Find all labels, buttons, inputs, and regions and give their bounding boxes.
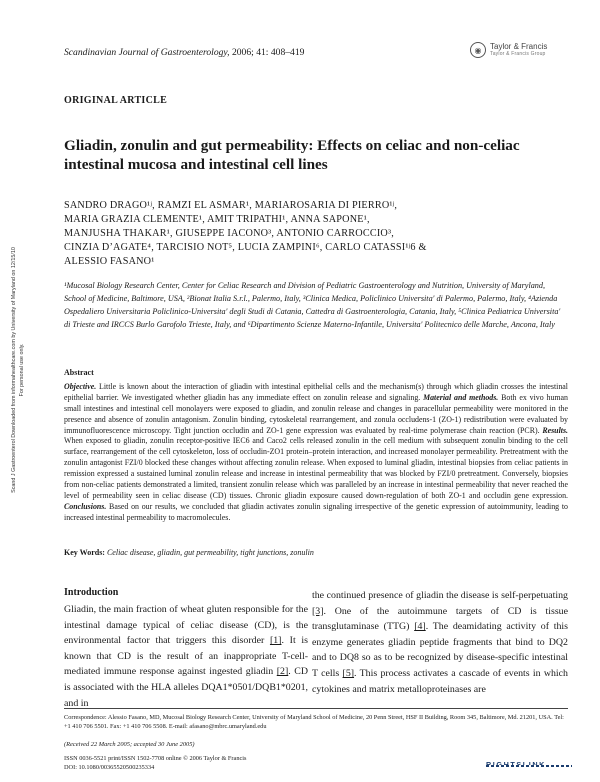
keywords-value: Celiac disease, gliadin, gut permeability, tight junctions, zonulin: [104, 548, 314, 557]
running-header: [64, 47, 304, 58]
introduction-heading: Introduction: [64, 587, 119, 598]
citation-link[interactable]: [2]: [276, 666, 289, 678]
paragraph-text: the continued presence of gliadin the disease is self-perpetuating: [312, 590, 568, 601]
received-dates: (Received 22 March 2005; accepted 30 June 2005): [64, 741, 195, 748]
paragraph-text: . It is known that CD is the result of an inappropriate T-cell-mediated immune response against ingested gliadin: [64, 635, 308, 678]
author-list: [64, 199, 544, 269]
author-line: SANDRO DRAGO¹ʲ, RAMZI EL ASMAR¹, MARIAROSARIA DI PIERRO¹ʲ,: [64, 200, 398, 211]
issn-line: ISSN 0036-5521 print/ISSN 1502-7708 online © 2006 Taylor & Francis: [64, 755, 247, 762]
citation-link[interactable]: [4]: [414, 621, 426, 633]
keywords-label: Key Words:: [64, 548, 105, 557]
journal-volume: 2006; 41: 408–419: [229, 47, 305, 58]
objective-label: Objective.: [64, 381, 97, 391]
article-type: ORIGINAL ARTICLE: [64, 95, 168, 106]
abstract-body: [64, 382, 568, 524]
abstract-heading: Abstract: [64, 368, 94, 377]
affiliations: ¹Mucosal Biology Research Center, Center for Celiac Research and Division of Pediatric Gastroenterology and Nutrition, University of Maryland, School of Medicine, Baltimore, USA, ²Bionat Italia S.r.l., Palermo, Italy, ³Clinica Medica, Policlinico Universita' di Palermo, Palermo, Italy, ⁴Azienda Ospedaliero Universitaria Policlinico-Universita' degli Studi di Catania, Cattedra di Gastroenterologia, Catania, Italy, ⁵Clinica Pediatrica Universita' di Trieste and IRCCS Burlo Garofolo Trieste, Italy, and ⁶Dipartimento Scienze Materno-Infantile, Universita' Politecnico delle Marche, Ancona, Italy: [64, 281, 561, 329]
personal-use-note: For personal use only.: [19, 343, 25, 397]
article-title: Gliadin, zonulin and gut permeability: Effects on celiac and non-celiac intestinal mucosa and intestinal cell lines: [64, 137, 520, 173]
download-watermark: [3, 210, 33, 530]
publisher-group: Taylor & Francis Group: [490, 51, 546, 57]
author-line: MARIA GRAZIA CLEMENTE¹, AMIT TRIPATHI¹, ANNA SAPONE¹,: [64, 214, 370, 225]
results-text: When exposed to gliadin, zonulin receptor-positive IEC6 and Caco2 cells released zonulin in the cell medium with subsequent zonulin binding to the cell surface, rearrangement of the cell cytoskeleton, loss of occludin-ZO1 protein–protein interaction, and increased monolayer permeability. Pretreatment with the zonulin antagonist FZI/0 blocked these changes without affecting zonulin release. When exposed to luminal gliadin, intestinal biopsies from celiac patients in remission expressed a sustained luminal zonulin release and increase in intestinal permeability that was blocked by FZI/0 pretreatment. Conversely, biopsies from non-celiac patients demonstrated a limited, transient zonulin release which was paralleled by an increase in intestinal permeability that never reached the level of permeability seen in celiac disease (CD) tissues. Chronic gliadin exposure caused down-regulation of both ZO-1 and occludin gene expression.: [64, 436, 568, 500]
author-line: CINZIA D’AGATE⁴, TARCISIO NOT⁵, LUCIA ZAMPINI⁶, CARLO CATASSI¹ʲ6 &: [64, 242, 427, 253]
introduction-right-column: [312, 588, 568, 697]
paragraph-text: . This process activates a cascade of events in which cytokines and matrix metalloproteinases are: [312, 667, 568, 695]
objective-text: Little is known about the interaction of gliadin with intestinal epithelial cells and the mechanism(s) through which gliadin crosses the intestinal epithelial barrier. We investigated whether gliadin has any immediate effect on zonulin release and signaling.: [64, 381, 568, 402]
paragraph-text: . The deamidating activity of this enzyme generates gliadin peptide fragments that bind to DQ2 and to DQ8 so as to be recognized by disease-specific intestinal T cells: [312, 621, 569, 679]
paragraph-text: Gliadin, the main fraction of wheat gluten responsible for the intestinal damage typical of celiac disease (CD), is the environmental factor that triggers this disorder: [64, 604, 308, 647]
citation-link[interactable]: [5]: [342, 667, 355, 679]
rightslink-underline: [486, 765, 572, 767]
footnote-divider: [64, 708, 568, 709]
rightslink-badge[interactable]: [486, 754, 572, 768]
results-label: Results.: [542, 425, 568, 435]
doi-line: DOI: 10.1080/00365520500235334: [64, 764, 155, 772]
conclusions-label: Conclusions.: [64, 501, 107, 511]
methods-label: Material and methods.: [423, 392, 499, 402]
author-line: ALESSIO FASANO¹: [64, 256, 155, 267]
issn-block: [64, 754, 246, 772]
paragraph-text: . CD is associated with the HLA alleles DQA1*0501/DQB1*0201, and in: [64, 666, 309, 709]
publisher-logo: [470, 40, 570, 60]
citation-link[interactable]: [1]: [269, 635, 282, 647]
abstract: [64, 368, 568, 524]
citation-link[interactable]: [3]: [312, 605, 324, 617]
introduction-left-column: [64, 602, 308, 711]
conclusions-text: Based on our results, we concluded that gliadin activates zonulin signaling irrespective of the genetic expression of autoimmunity, leading to increased intestinal permeability to macromolecules.: [64, 501, 568, 522]
journal-name: Scandinavian Journal of Gastroenterology,: [64, 47, 230, 58]
author-line: MANJUSHA THAKAR¹, GIUSEPPE IACONO³, ANTONIO CARROCCIO³,: [64, 228, 394, 239]
correspondence-note: Correspondence: Alessio Fasano, MD, Mucosal Biology Research Center, University of Maryland School of Medicine, 20 Penn Street, HSF II Building, Room 345, Baltimore, Md. 21201, USA. Tel: +1 410 706 5501. Fax: +1 410 706 5508. E-mail: afasano@mbrc.umaryland.edu: [64, 714, 564, 731]
methods-text: Both ex vivo human small intestines and intestinal cell monolayers were exposed to gliadin, and zonulin release and changes in paracellular permeability were monitored in the presence and absence of zonulin antagonism. Zonulin binding, cytoskeletal rearrangement, and zonula occludens-1 (ZO-1) redistribution were evaluated by immunofluorescence microscopy. Tight junction occludin and ZO-1 gene expression was evaluated by real-time polymerase chain reaction (PCR).: [64, 392, 568, 435]
paragraph-text: . One of the autoimmune targets of CD is tissue transglutaminase (TTG): [312, 605, 568, 633]
keywords: [64, 548, 568, 557]
publisher-name: Taylor & Francis: [490, 42, 548, 51]
download-note-line: Scand J Gastroenterol Downloaded from informahealthcare.com by University of Maryland on 12/15/10: [11, 247, 17, 493]
taylor-francis-logo-icon: ◉: [470, 42, 486, 58]
